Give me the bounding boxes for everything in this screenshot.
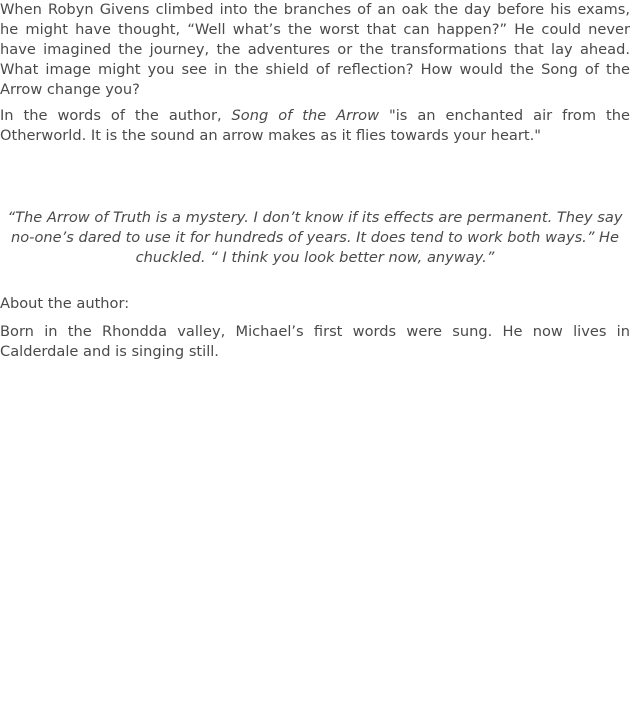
author-words-suffix: "is an enchanted air from the Otherworld. It is the sound an arrow makes as it flies towards your heart." [0,107,630,144]
author-bio: Born in the Rhondda valley, Michael’s first words were sung. He now lives in Calderdale and is singing still. [0,323,630,360]
author-words-paragraph [0,106,630,146]
author-words-prefix: In the words of the author, [0,107,232,124]
about-author-heading: About the author: [0,295,130,312]
book-title: Song of the Arrow [231,107,380,124]
intro-paragraph: When Robyn Givens climbed into the branches of an oak the day before his exams, he might have thought, “Well what’s the worst that can happen?” He could never have imagined the journey, the adventures or the transformations that lay ahead. What image might you see in the shield of reflection? How would the Song of the Arrow change you? [0,1,630,98]
book-description-page [0,0,630,362]
pull-quote: “The Arrow of Truth is a mystery. I don’t know if its effects are permanent. They say no-one’s dared to use it for hundreds of years. It does tend to work both ways.” He chuckled. “ I think you look better now, anyway.” [7,209,623,266]
